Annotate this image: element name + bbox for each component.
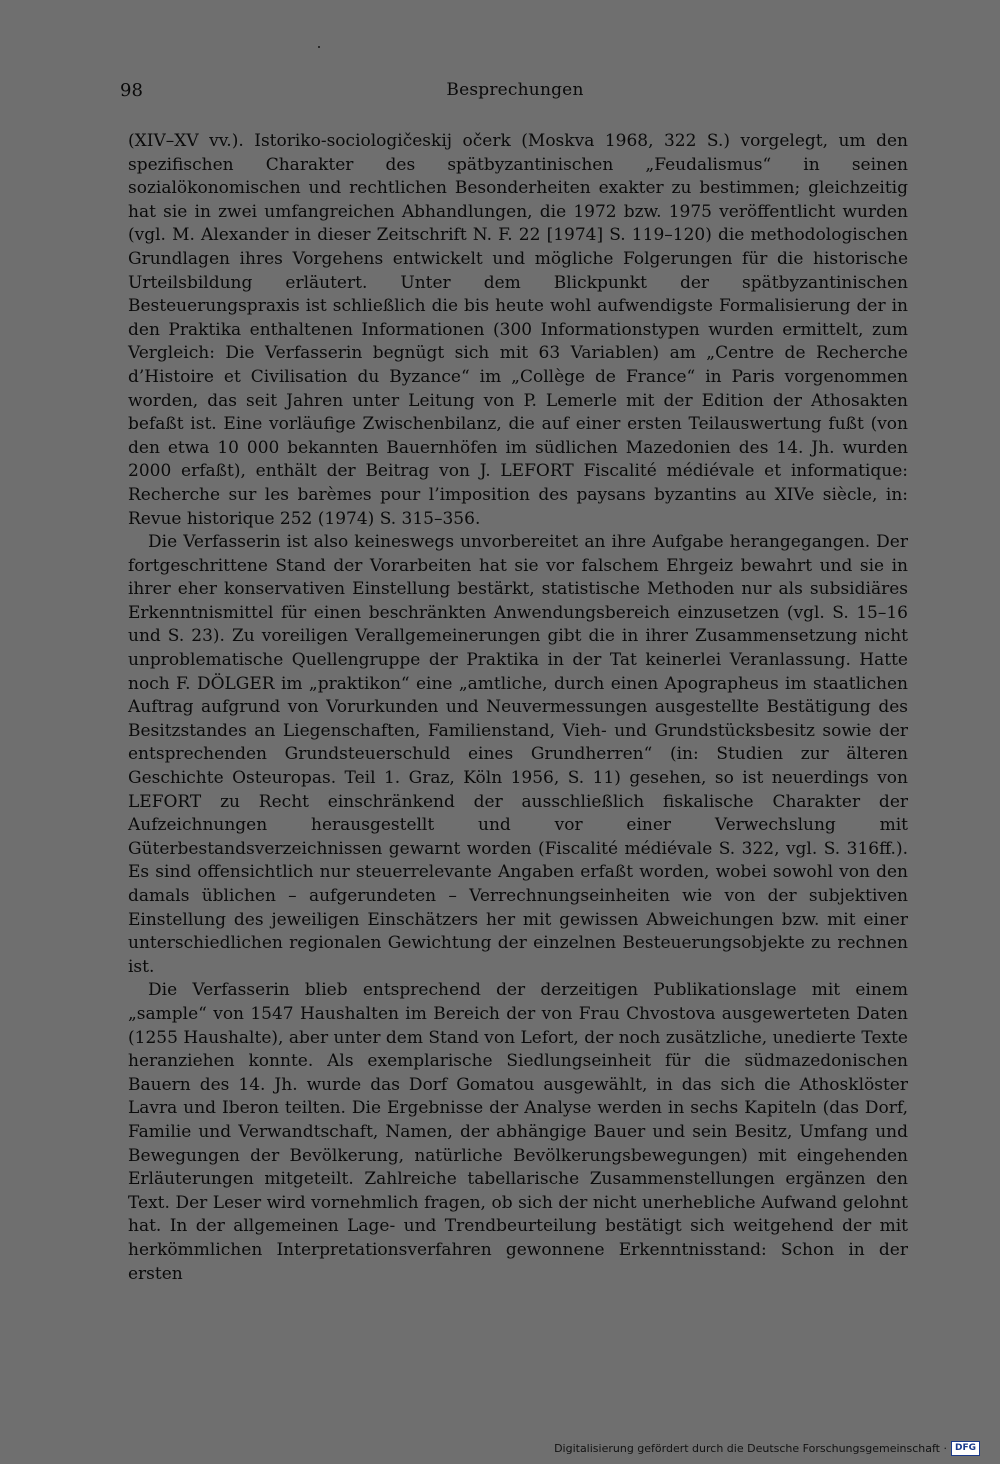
paragraph-1: (XIV–XV vv.). Istoriko-sociologičeskij očerk (Moskva 1968, 322 S.) vorgelegt, um den spezifischen Charakter des spätbyzantinischen „Feudalismus“ in seinen sozialökonomischen und rechtlichen Besonderheiten exakter zu bestimmen; gleichzeitig hat sie in zwei umfangreichen Abhandlungen, die 1972 bzw. 1975 veröffentlicht wurden (vgl. M. Alexander in dieser Zeitschrift N. F. 22 [1974] S. 119–120) die methodologischen Grundlagen ihres Vorgehens entwickelt und mögliche Folgerungen für die historische Urteilsbildung erläutert. Unter dem Blickpunkt der spätbyzantinischen Besteuerungspraxis ist schließlich die bis heute wohl aufwendigste Formalisierung der in den Praktika enthaltenen Informationen (300 Informationstypen wurden ermittelt, zum Vergleich: Die Verfasserin begnügt sich mit 63 Variablen) am „Centre de Recherche d’Histoire et Civilisation du Byzance“ im „Collège de France“ in Paris vorgenommen worden, das seit Jahren unter Leitung von P. Lemerle mit der Edition der Athosakten befaßt ist. Eine vorläufige Zwischenbilanz, die auf einer ersten Teilauswertung fußt (von den etwa 10 000 bekannten Bauernhöfen im südlichen Mazedonien des 14. Jh. wurden 2000 erfaßt), enthält der Beitrag von J. LEFORT Fiscalité médiévale et informatique: Recherche sur les barèmes pour l’imposition des paysans byzantins au XIVe siècle, in: Revue historique 252 (1974) S. 315–356. — [128, 131, 908, 529]
dfg-logo: DFG — [951, 1441, 980, 1456]
digitization-footer — [554, 1441, 980, 1456]
paragraph-2: Die Verfasserin ist also keineswegs unvorbereitet an ihre Aufgabe herangegangen. Der fortgeschrittene Stand der Vorarbeiten hat sie vor falschem Ehrgeiz bewahrt und sie in ihrer eher konservativen Einstellung bestärkt, statistische Methoden nur als subsidiäres Erkenntnismittel für einen beschränkten Anwendungsbereich einzusetzen (vgl. S. 15–16 und S. 23). Zu voreiligen Verallgemeinerungen gibt die in ihrer Zusammensetzung nicht unproblematische Quellengruppe der Praktika in der Tat keinerlei Veranlassung. Hatte noch F. DÖLGER im „praktikon“ eine „amtliche, durch einen Apographeus im staatlichen Auftrag aufgrund von Vorurkunden und Neuvermessungen ausgestellte Bestätigung des Besitzstandes an Liegenschaften, Familienstand, Vieh- und Grundstücksbesitz sowie der entsprechenden Grundsteuerschuld eines Grundherren“ (in: Studien zur älteren Geschichte Osteuropas. Teil 1. Graz, Köln 1956, S. 11) gesehen, so ist neuerdings von LEFORT zu Recht einschränkend der ausschließlich fiskalische Charakter der Aufzeichnungen herausgestellt und vor einer Verwechslung mit Güterbestandsverzeichnissen gewarnt worden (Fiscalité médiévale S. 322, vgl. S. 316ff.). Es sind offensichtlich nur steuerrelevante Angaben erfaßt worden, wobei sowohl von den damals üblichen – aufgerundeten – Verrechnungseinheiten wie von der subjektiven Einstellung des jeweiligen Einschätzers her mit gewissen Abweichungen bzw. mit einer unterschiedlichen regionalen Gewichtung der einzelnen Besteuerungsobjekte zu rechnen ist. — [128, 532, 908, 977]
article-body — [128, 130, 908, 1286]
scan-speck — [318, 46, 320, 48]
page-number: 98 — [120, 80, 143, 101]
footer-text: Digitalisierung gefördert durch die Deutsche Forschungsgemeinschaft · — [554, 1442, 947, 1455]
running-title: Besprechungen — [446, 80, 584, 100]
paragraph-3: Die Verfasserin blieb entsprechend der derzeitigen Publikationslage mit einem „sample“ von 1547 Haushalten im Bereich der von Frau Chvostova ausgewerteten Daten (1255 Haushalte), aber unter dem Stand von Lefort, der noch zusätzliche, unedierte Texte heranziehen konnte. Als exemplarische Siedlungseinheit für die südmazedonischen Bauern des 14. Jh. wurde das Dorf Gomatou ausgewählt, in das sich die Athosklöster Lavra und Iberon teilten. Die Ergebnisse der Analyse werden in sechs Kapiteln (das Dorf, Familie und Verwandtschaft, Namen, der abhängige Bauer und sein Besitz, Umfang und Bewegungen der Bevölkerung, natürliche Bevölkerungsbewegungen) mit eingehenden Erläuterungen mitgeteilt. Zahlreiche tabellarische Zusammenstellungen ergänzen den Text. Der Leser wird vornehmlich fragen, ob sich der nicht unerhebliche Aufwand gelohnt hat. In der allgemeinen Lage- und Trendbeurteilung bestätigt sich weitgehend der mit herkömmlichen Interpretationsverfahren gewonnene Erkenntnisstand: Schon in der ersten — [128, 980, 908, 1284]
running-head — [120, 80, 910, 108]
